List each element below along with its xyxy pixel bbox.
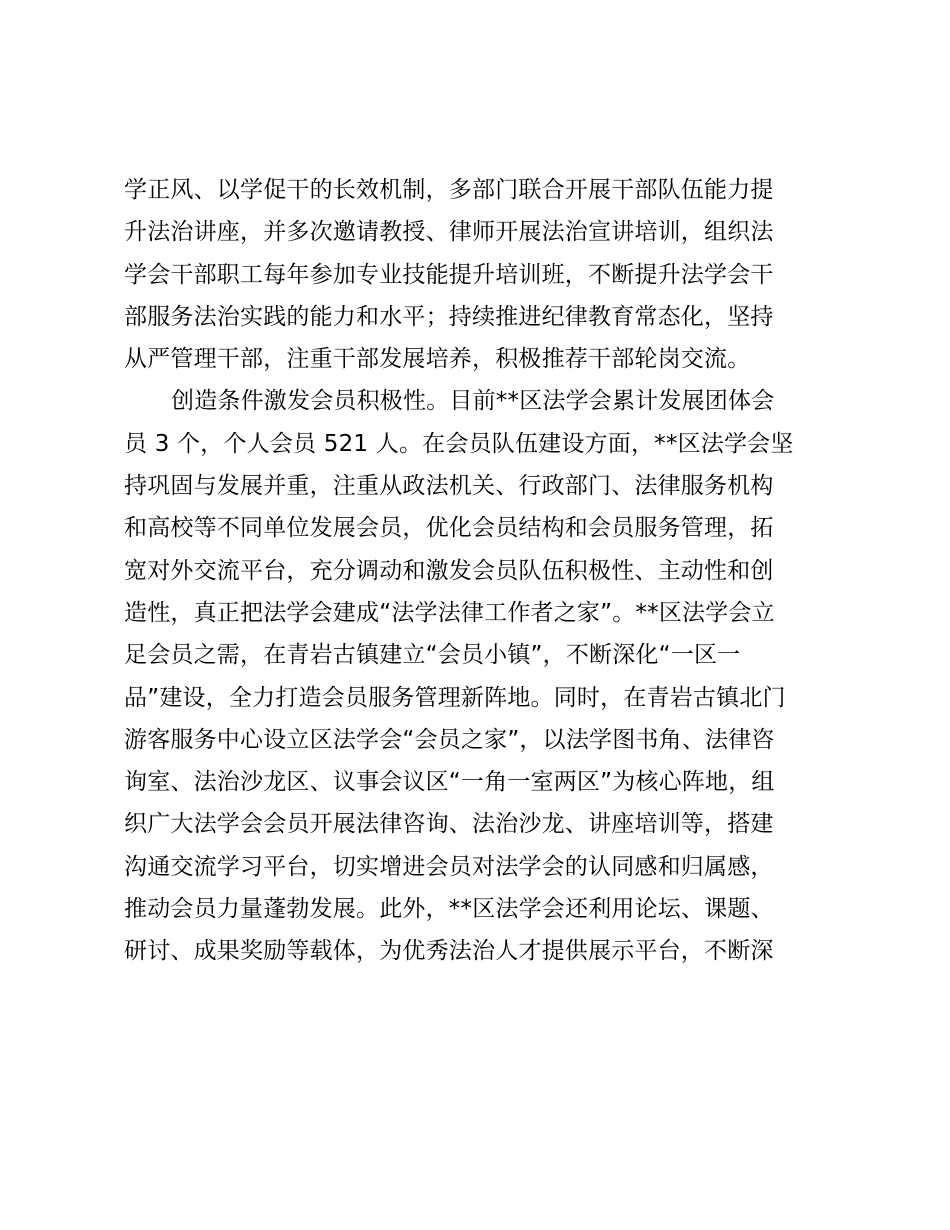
paragraph-2-line-10: 询室、法治沙龙区、议事会议区“一角一室两区”为核心阵地，组 xyxy=(124,769,775,796)
paragraph-2-line-8: 品”建设，全力打造会员服务管理新阵地。同时，在青岩古镇北门 xyxy=(124,684,786,711)
paragraph-1-line-5: 从严管理干部，注重干部发展培养，积极推荐干部轮岗交流。 xyxy=(124,346,751,373)
paragraph-1-line-3: 学会干部职工每年参加专业技能提升培训班，不断提升法学会干 xyxy=(124,261,774,288)
paragraph-1-line-1: 学正风、以学促干的长效机制，多部门联合开展干部队伍能力提 xyxy=(124,177,774,203)
paragraph-2-line-13: 推动会员力量蓬勃发展。此外，**区法学会还利用论坛、课题、 xyxy=(124,896,774,923)
paragraph-2-line-12: 沟通交流学习平台，切实增进会员对法学会的认同感和归属感， xyxy=(124,853,774,880)
paragraph-2-line-4: 和高校等不同单位发展会员，优化会员结构和会员服务管理，拓 xyxy=(124,515,774,542)
paragraph-2-line-7: 足会员之需，在青岩古镇建立“会员小镇”，不断深化“一区一 xyxy=(124,642,741,669)
paragraph-2-line-9: 游客服务中心设立区法学会“会员之家”，以法学图书角、法律咨 xyxy=(124,726,775,753)
document-body xyxy=(124,169,836,973)
paragraph-2-line-6: 造性，真正把法学会建成“法学法律工作者之家”。**区法学会立 xyxy=(124,599,775,626)
paragraph-2-line-11: 织广大法学会会员开展法律咨询、法治沙龙、讲座培训等，搭建 xyxy=(124,811,774,838)
paragraph-2-line-3: 持巩固与发展并重，注重从政法机关、行政部门、法律服务机构 xyxy=(124,473,774,500)
paragraph-2-line-5: 宽对外交流平台，充分调动和激发会员队伍积极性、主动性和创 xyxy=(124,557,774,584)
paragraph-2-line-2: 员 3 个，个人会员 521 人。在会员队伍建设方面，**区法学会坚 xyxy=(124,430,794,457)
paragraph-1-line-4: 部服务法治实践的能力和水平；持续推进纪律教育常态化，坚持 xyxy=(124,303,774,330)
paragraph-2-line-14: 研讨、成果奖励等载体，为优秀法治人才提供展示平台，不断深 xyxy=(124,938,774,965)
paragraph-1-line-2: 升法治讲座，并多次邀请教授、律师开展法治宣讲培训，组织法 xyxy=(124,219,774,246)
paragraph-2-line-1: 创造条件激发会员积极性。目前**区法学会累计发展团体会 xyxy=(171,388,775,415)
